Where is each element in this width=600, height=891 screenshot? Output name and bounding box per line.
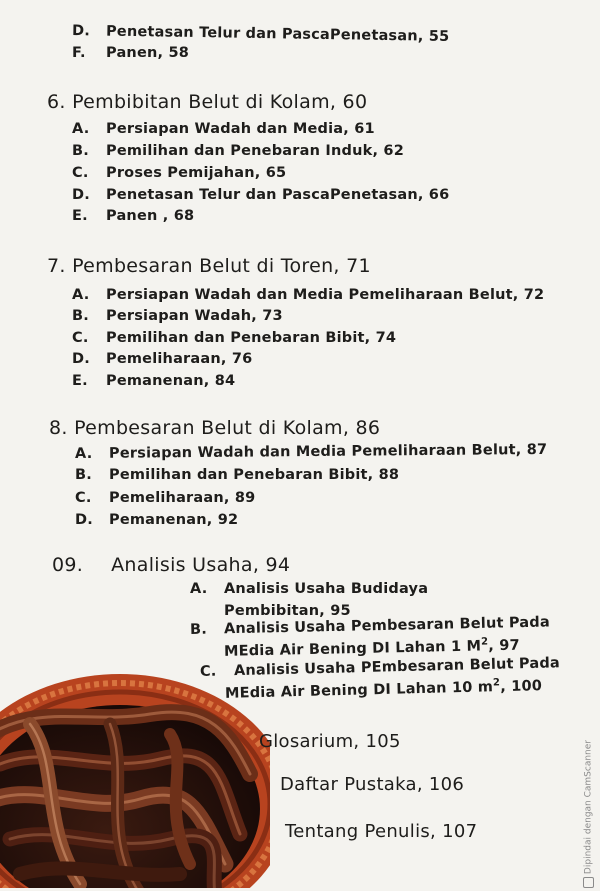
eel-basket-illustration — [0, 664, 270, 888]
toc-item: B. Pemilihan dan Penebaran Induk, 62 — [72, 143, 404, 159]
toc-item-continued: MEdia Air Bening DI Lahan 10 $m^2$, 100 — [224, 677, 543, 702]
toc-item: F. Panen, 58 — [72, 45, 190, 61]
toc-item: B. Pemilihan dan Penebaran Bibit, 88 — [75, 467, 400, 483]
toc-item-continued: MEdia Air Bening DI Lahan 1 $M^2$, 97 — [223, 636, 521, 660]
toc-item: B. Persiapan Wadah, 73 — [72, 308, 283, 324]
toc-item: D. Penetasan Telur dan PascaPenetasan, 55 — [71, 23, 450, 45]
toc-item: D. Pemanenan, 92 — [75, 512, 239, 528]
section-heading: 8. Pembesaran Belut di Kolam, 86 — [49, 417, 381, 439]
toc-item: D. Penetasan Telur dan PascaPenetasan, 66 — [72, 187, 450, 203]
toc-item: E. Panen , 68 — [72, 208, 195, 224]
toc-item: C. Proses Pemijahan, 65 — [72, 165, 287, 181]
section-heading: 09. Analisis Usaha, 94 — [52, 554, 291, 576]
section-heading: 7. Pembesaran Belut di Toren, 71 — [47, 255, 371, 277]
toc-item: A. Persiapan Wadah dan Media Pemeliharaan Belut, 72 — [72, 287, 545, 303]
toc-item: C. Analisis Usaha PEmbesaran Belut Pada — [199, 655, 561, 680]
toc-item: B. Analisis Usaha Pembesaran Belut Pada — [189, 614, 551, 638]
back-matter-entry: Daftar Pustaka, 106 — [280, 774, 465, 795]
toc-item: D. Pemeliharaan, 76 — [72, 351, 253, 367]
toc-item: E. Pemanenan, 84 — [72, 373, 236, 389]
back-matter-entry: Tentang Penulis, 107 — [285, 821, 478, 842]
toc-item: A. Analisis Usaha Budidaya — [190, 581, 429, 597]
back-matter-entry: Glosarium, 105 — [259, 731, 401, 752]
toc-item-continued: Pembibitan, 95 — [224, 603, 351, 619]
toc-item: C. Pemilihan dan Penebaran Bibit, 74 — [72, 330, 397, 346]
scanner-watermark: Dipindai dengan CamScanner — [583, 740, 594, 891]
toc-item: A. Persiapan Wadah dan Media, 61 — [72, 121, 375, 137]
camscanner-logo-icon — [583, 877, 594, 888]
section-heading: 6. Pembibitan Belut di Kolam, 60 — [47, 91, 368, 113]
toc-item: C. Pemeliharaan, 89 — [75, 490, 256, 506]
toc-item: A. Persiapan Wadah dan Media Pemeliharaan Belut, 87 — [74, 441, 548, 463]
